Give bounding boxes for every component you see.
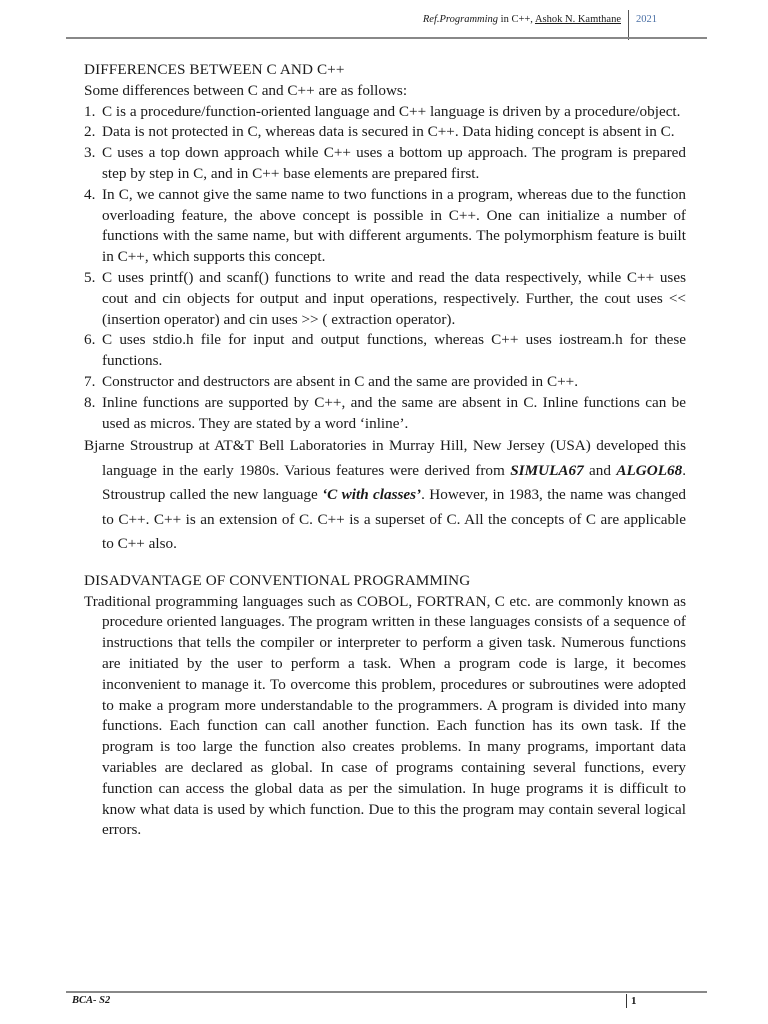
page-header	[66, 12, 707, 36]
history-paragraph	[84, 434, 686, 557]
header-divider	[628, 10, 629, 40]
difference-item-number: 5.	[84, 268, 96, 286]
difference-item-number: 1.	[84, 102, 96, 120]
section-heading-disadvantage: DISADVANTAGE OF CONVENTIONAL PROGRAMMING	[84, 571, 471, 589]
differences-list	[84, 102, 686, 435]
difference-item-text: Inline functions are supported by C++, and the same are absent in C. Inline functions can be used as micros. They are stated by a word ‘inline’.	[102, 393, 686, 432]
difference-item-number: 3.	[84, 144, 96, 162]
reference-book-title: Ref.Programming	[422, 14, 499, 25]
difference-item	[84, 102, 686, 123]
difference-item	[84, 122, 686, 143]
difference-item-text: In C, we cannot give the same name to two functions in a program, whereas due to the function overloading feature, the above concept is possible in C++. One can initialize a number of functions with the same name, but with different arguments. The polymorphism feature is built in C++, which supports this concept.	[102, 185, 686, 266]
difference-item	[84, 372, 686, 393]
history-part-1: Bjarne Stroustrup at AT&T Bell Laboratories in Murray Hill, New Jersey (USA) developed this language in the early 1980s. Various features were derived from	[84, 437, 686, 479]
reference-author: Ashok N. Kamthane	[534, 14, 621, 25]
simula-term: SIMULA67	[510, 461, 584, 479]
difference-item-number: 8.	[84, 393, 96, 411]
page-content	[84, 60, 686, 841]
page-number: 1	[626, 994, 637, 1008]
history-and: and	[583, 461, 617, 479]
difference-item	[84, 268, 686, 330]
reference-citation	[423, 14, 621, 25]
footer-rule	[66, 991, 707, 993]
difference-item-text: Constructor and destructors are absent in C and the same are provided in C++.	[102, 372, 579, 390]
history-part-3: . However, in 1983, the name was changed to C++. C++ is an extension of C. C++ is a superset of C. All the concepts of C are applicable to C++ also.	[102, 486, 686, 553]
difference-item	[84, 185, 686, 268]
difference-item-text: C uses printf() and scanf() functions to write and read the data respectively, while C++ uses cout and cin objects for output and input operations, respectively. Further, the cout uses << (insertion operator) and cin uses >> ( extraction operator).	[102, 268, 686, 328]
difference-item-text: C uses a top down approach while C++ uses a bottom up approach. The program is prepared step by step in C, and in C++ base elements are prepared first.	[102, 144, 686, 182]
difference-item-number: 4.	[84, 185, 96, 203]
difference-item-text: C is a procedure/function-oriented language and C++ language is driven by a procedure/object.	[102, 102, 681, 120]
difference-item	[84, 143, 686, 185]
differences-intro: Some differences between C and C++ are as follows:	[84, 81, 408, 99]
difference-item-number: 7.	[84, 372, 96, 390]
disadvantage-paragraph: Traditional programming languages such as COBOL, FORTRAN, C etc. are commonly known as procedure oriented languages. The program written in these languages consists of a sequence of instructions that tells the compiler or interpreter to perform a given task. Numerous functions are initiated by the user to perform a task. When a program code is large, it becomes inconvenient to manage it. To overcome this problem, procedures or subroutines were adopted to make a program more understandable to the programmers. A program is divided into many functions. Each function can call another function. Each function has its own task. If the program is too large the function also creates problems. In many programs, important data variables are declared as global. In case of programs containing several functions, every function can access the global data as per the simulation. In huge programs it is difficult to know what data is used by which function. Due to this the program may contain several logical errors.	[84, 592, 686, 839]
difference-item-text: C uses stdio.h file for input and output functions, whereas C++ uses iostream.h for these functions.	[102, 331, 686, 370]
header-year: 2021	[636, 14, 657, 25]
difference-item-number: 2.	[84, 123, 96, 141]
algol-term: ALGOL68	[616, 461, 683, 479]
difference-item-number: 6.	[84, 331, 96, 349]
difference-item-text: Data is not protected in C, whereas data is secured in C++. Data hiding concept is absent in C.	[102, 123, 675, 141]
reference-mid: in C++,	[498, 14, 535, 25]
section-heading-differences: DIFFERENCES BETWEEN C AND C++	[84, 61, 345, 78]
header-rule	[66, 37, 707, 39]
footer-course-code: BCA- S2	[72, 995, 111, 1006]
difference-item	[84, 393, 686, 435]
c-with-classes-term: ‘C with classes’	[322, 486, 422, 504]
difference-item	[84, 330, 686, 372]
history-part-2: . Stroustrup called the new language	[102, 461, 686, 504]
